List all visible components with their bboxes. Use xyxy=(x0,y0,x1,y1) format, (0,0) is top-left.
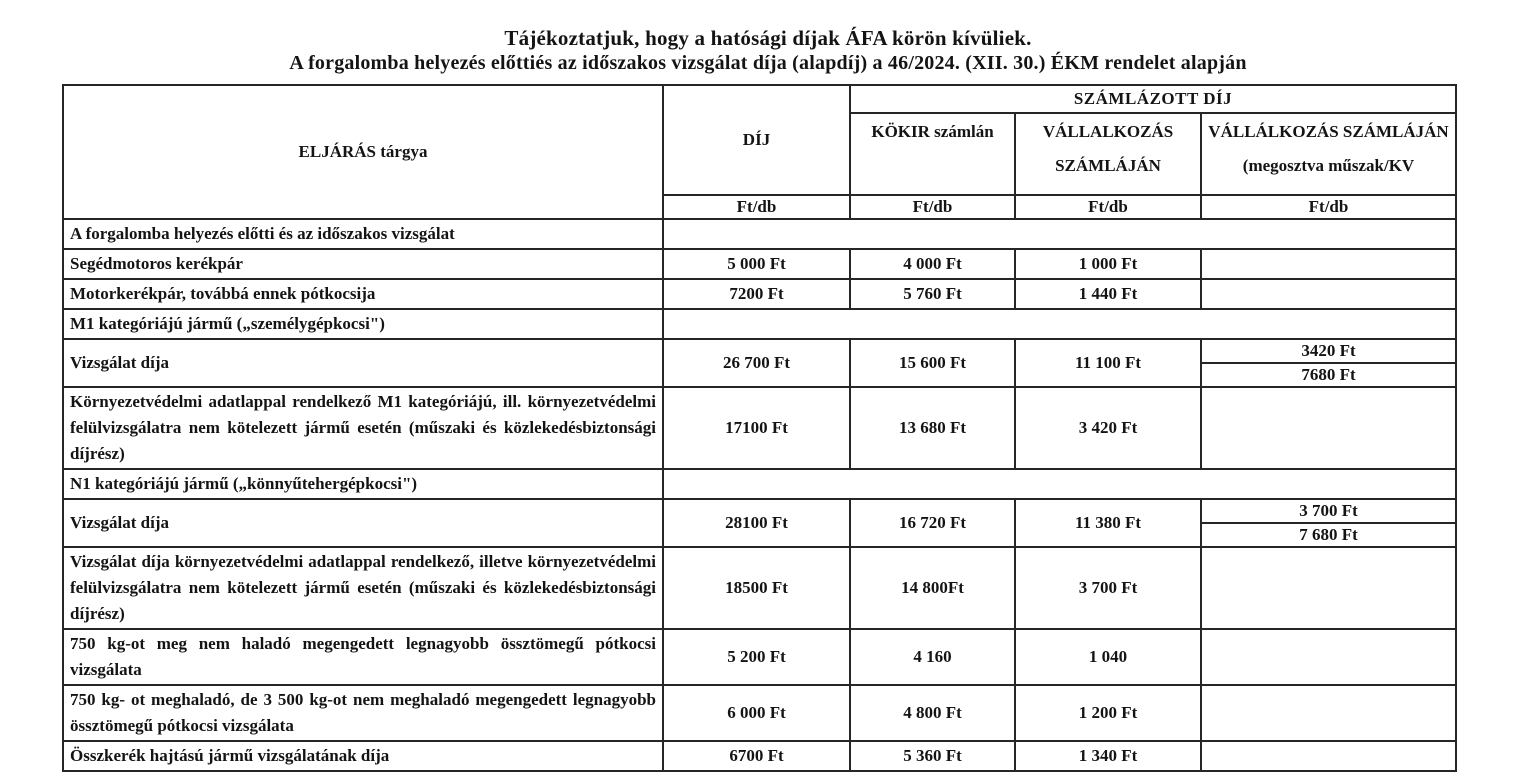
table-row-split xyxy=(63,499,1456,523)
section-row xyxy=(63,309,1456,339)
header-billed-group: SZÁMLÁZOTT DÍJ xyxy=(850,85,1456,113)
row-label: 750 kg- ot meghaladó, de 3 500 kg-ot nem meghaladó megengedett legnagyobb össztömegű pótkocsi vizsgálata xyxy=(63,685,663,741)
kokir-cell: 14 800Ft xyxy=(850,547,1015,629)
fee-cell: 17100 Ft xyxy=(663,387,850,469)
split-cell xyxy=(1201,685,1456,741)
section-row xyxy=(63,219,1456,249)
table-row xyxy=(63,279,1456,309)
fee-cell: 28100 Ft xyxy=(663,499,850,547)
row-label: Motorkerékpár, továbbá ennek pótkocsija xyxy=(63,279,663,309)
title-line-2: A forgalomba helyezés előttiés az időszakos vizsgálat díja (alapdíj) a 46/2024. (XII. 30.) ÉKM rendelet alapján xyxy=(289,52,1247,74)
row-label: Összkerék hajtású jármű vizsgálatának díja xyxy=(63,741,663,771)
split-cell xyxy=(1201,741,1456,771)
split-cell-lower: 7680 Ft xyxy=(1201,363,1456,387)
section-label: M1 kategóriájú jármű („személygépkocsi") xyxy=(63,309,663,339)
section-label: A forgalomba helyezés előtti és az időszakos vizsgálat xyxy=(63,219,663,249)
split-cell xyxy=(1201,629,1456,685)
kokir-cell: 15 600 Ft xyxy=(850,339,1015,387)
unit-kokir: Ft/db xyxy=(850,195,1015,219)
company-cell: 1 340 Ft xyxy=(1015,741,1201,771)
unit-split: Ft/db xyxy=(1201,195,1456,219)
kokir-cell: 4 000 Ft xyxy=(850,249,1015,279)
split-cell-lower: 7 680 Ft xyxy=(1201,523,1456,547)
kokir-cell: 4 800 Ft xyxy=(850,685,1015,741)
split-cell xyxy=(1201,279,1456,309)
section-row xyxy=(63,469,1456,499)
kokir-cell: 5 760 Ft xyxy=(850,279,1015,309)
unit-company: Ft/db xyxy=(1015,195,1201,219)
header-row-group xyxy=(63,85,1456,113)
row-label: Környezetvédelmi adatlappal rendelkező M1 kategóriájú, ill. környezetvédelmi felülvizsgálatra nem kötelezett jármű esetén (műszaki és közlekedésbiztonsági díjrész) xyxy=(63,387,663,469)
header-kokir: KÖKIR számlán xyxy=(850,113,1015,195)
company-cell: 1 200 Ft xyxy=(1015,685,1201,741)
section-label: N1 kategóriájú jármű („könnyűtehergépkocsi") xyxy=(63,469,663,499)
split-cell xyxy=(1201,387,1456,469)
row-label: Vizsgálat díja xyxy=(63,339,663,387)
split-cell-upper: 3420 Ft xyxy=(1201,339,1456,363)
company-cell: 3 420 Ft xyxy=(1015,387,1201,469)
section-empty-cell xyxy=(663,219,1456,249)
split-cell-upper: 3 700 Ft xyxy=(1201,499,1456,523)
company-cell: 11 100 Ft xyxy=(1015,339,1201,387)
section-empty-cell xyxy=(663,469,1456,499)
fee-cell: 18500 Ft xyxy=(663,547,850,629)
kokir-cell: 13 680 Ft xyxy=(850,387,1015,469)
table-row xyxy=(63,249,1456,279)
company-cell: 11 380 Ft xyxy=(1015,499,1201,547)
fee-cell: 6700 Ft xyxy=(663,741,850,771)
company-cell: 1 440 Ft xyxy=(1015,279,1201,309)
company-cell: 1 040 xyxy=(1015,629,1201,685)
section-empty-cell xyxy=(663,309,1456,339)
row-label: Segédmotoros kerékpár xyxy=(63,249,663,279)
table-row-split xyxy=(63,339,1456,363)
fee-cell: 7200 Ft xyxy=(663,279,850,309)
row-label: Vizsgálat díja környezetvédelmi adatlappal rendelkező, illetve környezetvédelmi felülvizsgálatra nem kötelezett jármű esetén (műszaki és közlekedésbiztonsági díjrész) xyxy=(63,547,663,629)
unit-fee: Ft/db xyxy=(663,195,850,219)
kokir-cell: 16 720 Ft xyxy=(850,499,1015,547)
document-title xyxy=(0,26,1536,76)
table-row xyxy=(63,629,1456,685)
company-cell: 1 000 Ft xyxy=(1015,249,1201,279)
table-row xyxy=(63,741,1456,771)
header-company-split: VÁLLÁLKOZÁS SZÁMLÁJÁN (megosztva műszak/KV xyxy=(1201,113,1456,195)
split-cell xyxy=(1201,249,1456,279)
table-row xyxy=(63,547,1456,629)
title-line-1: Tájékoztatjuk, hogy a hatósági díjak ÁFA körön kívüliek. xyxy=(504,26,1032,50)
fee-cell: 5 000 Ft xyxy=(663,249,850,279)
table-row xyxy=(63,685,1456,741)
row-label: 750 kg-ot meg nem haladó megengedett legnagyobb össztömegű pótkocsi vizsgálata xyxy=(63,629,663,685)
split-cell xyxy=(1201,547,1456,629)
fee-cell: 5 200 Ft xyxy=(663,629,850,685)
header-subject: ELJÁRÁS tárgya xyxy=(63,85,663,219)
header-fee: DÍJ xyxy=(663,85,850,195)
fee-cell: 6 000 Ft xyxy=(663,685,850,741)
fee-table xyxy=(62,84,1457,772)
header-company: VÁLLALKOZÁS SZÁMLÁJÁN xyxy=(1015,113,1201,195)
fee-cell: 26 700 Ft xyxy=(663,339,850,387)
row-label: Vizsgálat díja xyxy=(63,499,663,547)
kokir-cell: 5 360 Ft xyxy=(850,741,1015,771)
company-cell: 3 700 Ft xyxy=(1015,547,1201,629)
kokir-cell: 4 160 xyxy=(850,629,1015,685)
table-row xyxy=(63,387,1456,469)
